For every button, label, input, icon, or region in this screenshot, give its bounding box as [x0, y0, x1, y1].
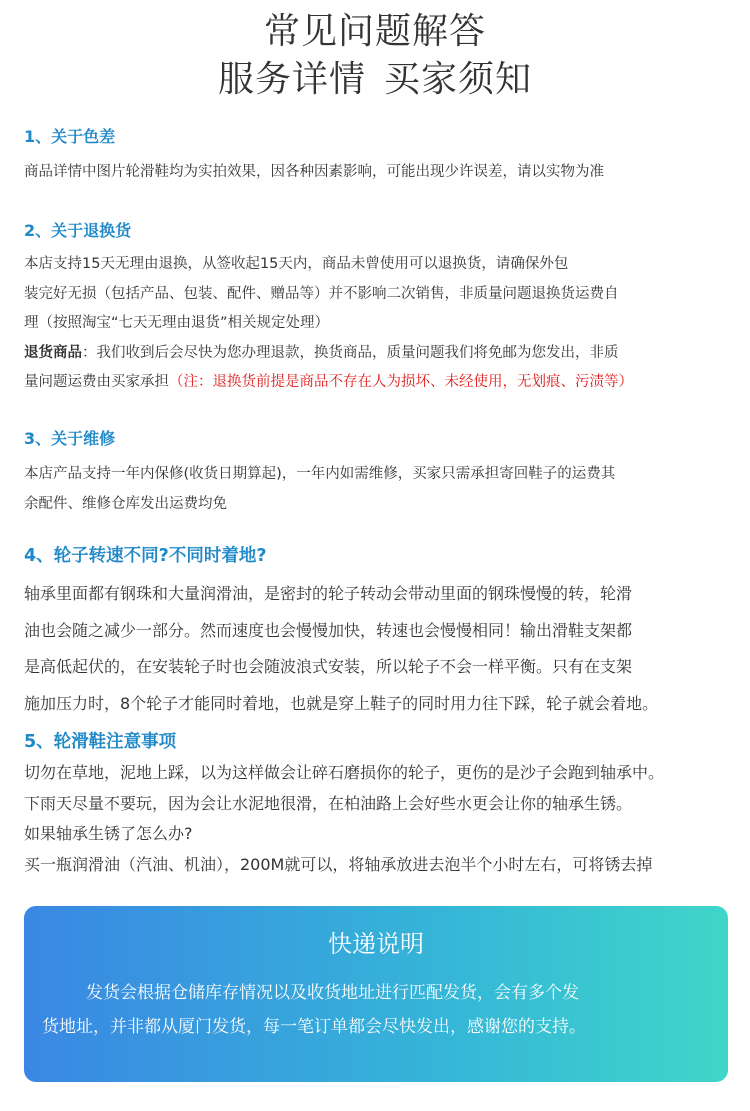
body-line: 油也会随之减少一部分。然而速度也会慢慢加快，转速也会慢慢相同！输出滑鞋支架都: [24, 620, 633, 640]
body-line: 本店支持15天无理由退换，从签收起15天内，商品未曾使用可以退换货，请确保外包: [24, 256, 569, 272]
section-skate-precautions: [24, 730, 736, 880]
subtitle-service-details: 服务详情: [217, 59, 366, 100]
return-policy-line: [24, 339, 736, 369]
shipping-line: 货地址，并非都从厦门发货，每一笔订单都会尽快发出，感谢您的支持。: [42, 1017, 586, 1037]
body-line: 买一瓶润滑油（汽油、机油），200M就可以，将轴承放进去泡半个小时左右，可将锈去掉: [24, 854, 653, 874]
section-wheel-speed: [24, 544, 736, 722]
section-heading: 4、轮子转速不同?不同时着地?: [24, 546, 267, 566]
shipping-info-card: [24, 906, 728, 1082]
return-policy-line: [24, 368, 736, 398]
section-body: [24, 158, 736, 188]
section-heading: 1、关于色差: [24, 127, 116, 146]
body-line: 理（按照淘宝“七天无理由退货”相关规定处理）: [24, 315, 330, 331]
section-heading: 3、关于维修: [24, 429, 116, 448]
body-line: 施加压力时，8个轮子才能同时着地，也就是穿上鞋子的同时用力往下踩，轮子就会着地。: [24, 693, 659, 713]
section-repair: [24, 428, 736, 519]
return-note: （注：退换货前提是商品不存在人为损坏、未经使用，无划痕、污渍等）: [169, 374, 633, 390]
page-subtitle: [0, 56, 750, 104]
section-body: [24, 250, 736, 398]
body-line: 商品详情中图片轮滑鞋均为实拍效果，因各种因素影响，可能出现少许误差，请以实物为准: [24, 164, 604, 180]
body-line: 如果轴承生锈了怎么办?: [24, 824, 193, 843]
return-policy-text: 量问题运费由买家承担: [24, 374, 169, 390]
section-body: [24, 758, 736, 880]
return-policy-text: ：我们收到后会尽快为您办理退款，换货商品，质量问题我们将免邮为您发出，非质: [82, 344, 619, 361]
body-line: 装完好无损（包括产品、包装、配件、赠品等）并不影响二次销售，非质量问题退换货运费自: [24, 285, 619, 302]
body-line: 下雨天尽量不要玩，因为会让水泥地很滑，在柏油路上会好些水更会让你的轴承生锈。: [24, 793, 633, 813]
section-heading: 2、关于退换货: [24, 221, 132, 240]
shipping-body: [42, 976, 712, 1044]
body-line: 切勿在草地，泥地上踩，以为这样做会让碎石磨损你的轮子，更伤的是沙子会跑到轴承中。: [24, 763, 665, 782]
section-returns-exchanges: [24, 220, 736, 398]
shipping-title: 快递说明: [328, 930, 424, 958]
return-goods-label: 退货商品: [24, 344, 82, 361]
body-line: 轴承里面都有钢珠和大量润滑油，是密封的轮子转动会带动里面的钢珠慢慢的转，轮滑: [24, 584, 633, 603]
body-line: 是高低起伏的，在安装轮子时也会随波浪式安装，所以轮子不会一样平衡。只有在支架: [24, 657, 633, 676]
shipping-line: 发货会根据仓储库存情况以及收货地址进行匹配发货，会有多个发: [86, 983, 579, 1003]
page-title: 常见问题解答: [263, 11, 486, 52]
section-body: [24, 576, 736, 722]
body-line: 余配件、维修仓库发出运费均免: [24, 495, 227, 512]
subtitle-buyer-notice: 买家须知: [384, 59, 533, 100]
body-line: 本店产品支持一年内保修(收货日期算起)，一年内如需维修，买家只需承担寄回鞋子的运费其: [24, 466, 616, 482]
section-body: [24, 460, 736, 519]
section-heading: 5、轮滑鞋注意事项: [24, 732, 177, 752]
section-color-difference: [24, 126, 736, 188]
